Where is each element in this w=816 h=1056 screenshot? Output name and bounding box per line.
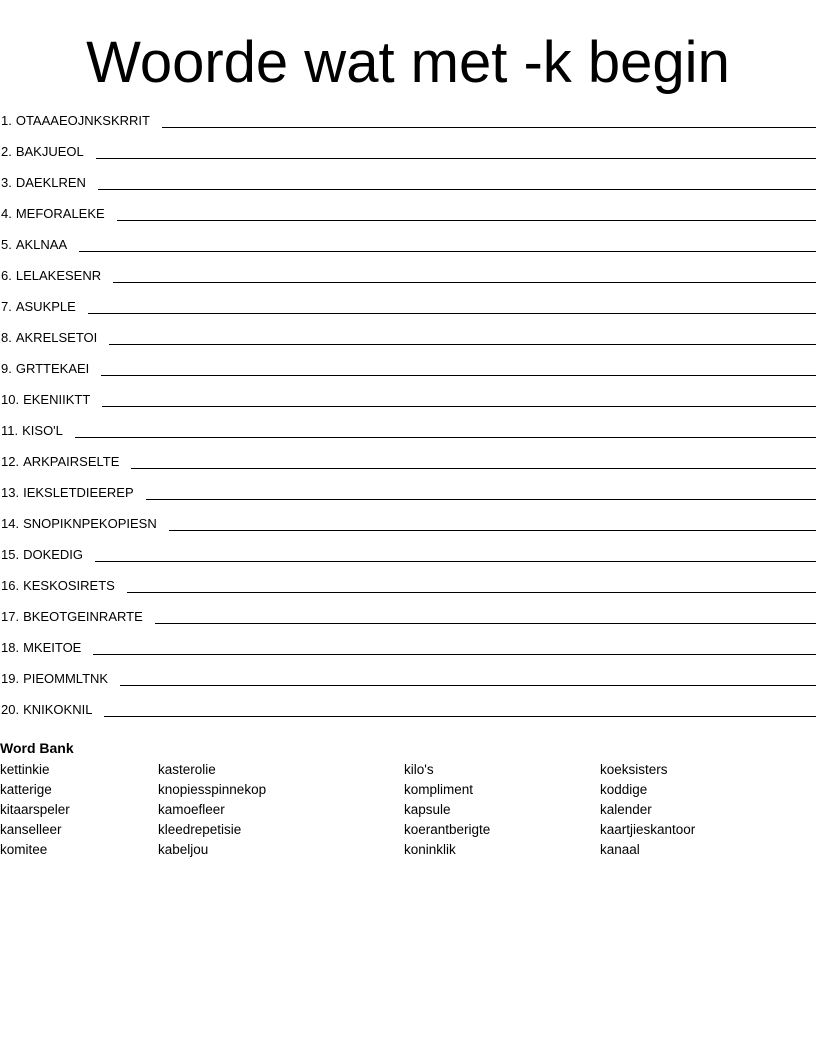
answer-line[interactable] — [101, 358, 816, 376]
scrambled-word: IEKSLETDIEEREP — [23, 485, 134, 500]
answer-line[interactable] — [113, 265, 816, 283]
answer-line[interactable] — [146, 482, 816, 500]
word-bank-entry: kleedrepetisie — [158, 822, 242, 837]
word-bank-entry: kanaal — [600, 842, 640, 857]
scramble-item — [0, 327, 816, 358]
answer-line[interactable] — [109, 327, 816, 345]
answer-line[interactable] — [169, 513, 816, 531]
scrambled-word: AKLNAA — [15, 237, 68, 252]
word-bank-entry: kanselleer — [0, 822, 62, 837]
word-bank-entry: koninklik — [404, 842, 456, 857]
scrambled-word: KNIKOKNIL — [23, 702, 93, 717]
answer-line[interactable] — [98, 172, 816, 190]
item-number: 15. — [1, 547, 20, 562]
word-bank-entry: kamoefleer — [158, 802, 225, 817]
item-number: 4. — [1, 206, 12, 221]
scramble-item — [0, 389, 816, 420]
scramble-item — [0, 699, 816, 730]
scrambled-word: SNOPIKNPEKOPIESN — [23, 516, 157, 531]
answer-line[interactable] — [120, 668, 816, 686]
scrambled-word: KISO'L — [22, 423, 63, 438]
answer-line[interactable] — [104, 699, 816, 717]
scramble-item — [0, 265, 816, 296]
scramble-item — [0, 141, 816, 172]
word-bank-grid — [0, 760, 816, 860]
word-bank-column — [404, 760, 490, 860]
word-bank-entry: koerantberigte — [404, 822, 491, 837]
item-number: 6. — [1, 268, 12, 283]
scramble-item — [0, 513, 816, 544]
scrambled-word: ASUKPLE — [15, 299, 76, 314]
item-number: 12. — [1, 454, 20, 469]
item-number: 17. — [1, 609, 20, 624]
scrambled-word: KESKOSIRETS — [23, 578, 115, 593]
word-bank-entry: kasterolie — [158, 762, 216, 777]
answer-line[interactable] — [155, 606, 816, 624]
answer-line[interactable] — [93, 637, 816, 655]
item-number: 11. — [1, 423, 19, 438]
word-bank-entry: koddige — [600, 782, 648, 797]
scrambled-word: OTAAAEOJNKSKRRIT — [15, 113, 150, 128]
word-bank-heading: Word Bank — [0, 740, 74, 756]
word-bank-entry: kabeljou — [158, 842, 209, 857]
scrambled-word: EKENIIKTT — [23, 392, 91, 407]
answer-line[interactable] — [79, 234, 816, 252]
item-number: 13. — [1, 485, 20, 500]
scramble-item — [0, 668, 816, 699]
scramble-item — [0, 451, 816, 482]
scramble-item — [0, 420, 816, 451]
item-number: 10. — [1, 392, 20, 407]
scramble-item — [0, 110, 816, 141]
word-bank-entry: kompliment — [404, 782, 474, 797]
answer-line[interactable] — [162, 110, 816, 128]
scrambled-word: DOKEDIG — [23, 547, 84, 562]
word-bank-entry: katterige — [0, 782, 52, 797]
answer-line[interactable] — [117, 203, 816, 221]
answer-line[interactable] — [75, 420, 816, 438]
scramble-item — [0, 637, 816, 668]
item-number: 14. — [1, 516, 20, 531]
item-number: 3. — [1, 175, 12, 190]
scramble-item — [0, 234, 816, 265]
word-bank-column — [600, 760, 695, 860]
word-bank — [0, 740, 816, 860]
scramble-list — [0, 110, 816, 730]
word-bank-entry: komitee — [0, 842, 48, 857]
scrambled-word: BKEOTGEINRARTE — [23, 609, 143, 624]
item-number: 16. — [1, 578, 20, 593]
item-number: 8. — [1, 330, 12, 345]
word-bank-column — [0, 760, 70, 860]
word-bank-entry: kilo's — [404, 762, 434, 777]
answer-line[interactable] — [88, 296, 816, 314]
word-bank-entry: kitaarspeler — [0, 802, 70, 817]
answer-line[interactable] — [96, 141, 816, 159]
scrambled-word: BAKJUEOL — [15, 144, 84, 159]
answer-line[interactable] — [127, 575, 816, 593]
scramble-item — [0, 482, 816, 513]
scrambled-word: MKEITOE — [23, 640, 82, 655]
word-bank-entry: kapsule — [404, 802, 451, 817]
word-bank-entry: kaartjieskantoor — [600, 822, 696, 837]
word-bank-entry: kalender — [600, 802, 652, 817]
scrambled-word: GRTTEKAEI — [15, 361, 90, 376]
item-number: 1. — [1, 113, 12, 128]
scrambled-word: AKRELSETOI — [15, 330, 98, 345]
word-bank-entry: koeksisters — [600, 762, 668, 777]
scramble-item — [0, 358, 816, 389]
item-number: 7. — [1, 299, 12, 314]
answer-line[interactable] — [102, 389, 816, 407]
word-bank-column — [158, 760, 266, 860]
scramble-item — [0, 203, 816, 234]
scramble-item — [0, 575, 816, 606]
item-number: 18. — [1, 640, 20, 655]
item-number: 2. — [1, 144, 12, 159]
scrambled-word: LELAKESENR — [15, 268, 102, 283]
word-bank-entry: knopiesspinnekop — [158, 782, 267, 797]
scrambled-word: MEFORALEKE — [15, 206, 105, 221]
item-number: 9. — [1, 361, 12, 376]
word-bank-entry: kettinkie — [0, 762, 50, 777]
scrambled-word: DAEKLREN — [15, 175, 86, 190]
scramble-item — [0, 172, 816, 203]
answer-line[interactable] — [131, 451, 816, 469]
scramble-item — [0, 296, 816, 327]
item-number: 5. — [1, 237, 12, 252]
scramble-item — [0, 544, 816, 575]
item-number: 20. — [1, 702, 20, 717]
scramble-item — [0, 606, 816, 637]
item-number: 19. — [1, 671, 20, 686]
scrambled-word: ARKPAIRSELTE — [23, 454, 120, 469]
scrambled-word: PIEOMMLTNK — [23, 671, 109, 686]
worksheet-title: Woorde wat met -k begin — [86, 30, 730, 95]
answer-line[interactable] — [95, 544, 816, 562]
